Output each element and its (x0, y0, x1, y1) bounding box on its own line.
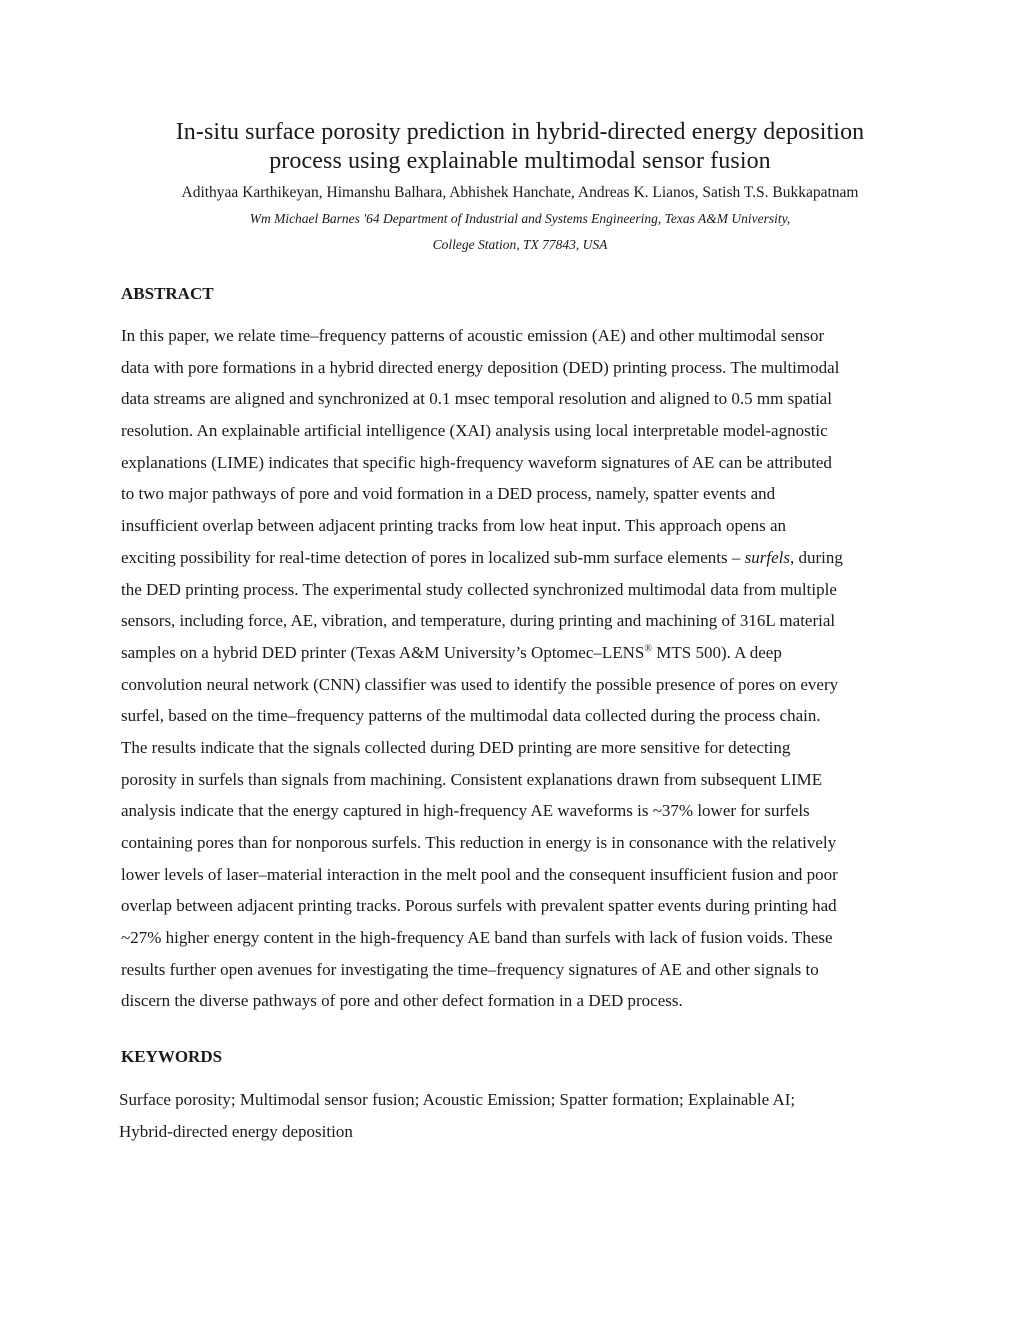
abstract-line-15: porosity in surfels than signals from machining. Consistent explanations drawn from subsequent LIME (121, 769, 823, 789)
affiliation-line-1: Wm Michael Barnes '64 Department of Industrial and Systems Engineering, Texas A&M University, (249, 211, 791, 226)
abstract-line-12: convolution neural network (CNN) classifier was used to identify the possible presence of pores on every (121, 674, 839, 694)
abstract-line-8 (121, 542, 911, 574)
affiliation-line-2: College Station, TX 77843, USA (432, 237, 608, 252)
keywords-line-2: Hybrid-directed energy deposition (119, 1122, 353, 1141)
abstract-line-4: resolution. An explainable artificial intelligence (XAI) analysis using local interpretable model-agnostic (121, 421, 828, 441)
abstract-line-14: The results indicate that the signals collected during DED printing are more sensitive for detecting (121, 737, 791, 757)
keywords-heading: KEYWORDS (121, 1047, 223, 1066)
abstract-line-22: discern the diverse pathways of pore and other defect formation in a DED process. (121, 991, 683, 1011)
abstract-line-21: results further open avenues for investigating the time–frequency signatures of AE and other signals to (121, 959, 819, 979)
keywords-line-1: Surface porosity; Multimodal sensor fusion; Acoustic Emission; Spatter formation; Explainable AI; (119, 1090, 796, 1109)
keywords-body (119, 1084, 919, 1148)
abstract-line-8-tail: , during (789, 547, 843, 567)
abstract-line-11 (121, 637, 911, 669)
paper-title (100, 118, 940, 176)
abstract-line-9: the DED printing process. The experimental study collected synchronized multimodal data from multiple (121, 579, 837, 599)
abstract-line-8-text: exciting possibility for real-time detection of pores in localized sub-mm surface elements – (121, 547, 745, 567)
abstract-line-7: insufficient overlap between adjacent printing tracks from low heat input. This approach opens an (121, 516, 787, 536)
abstract-line-20: ~27% higher energy content in the high-frequency AE band than surfels with lack of fusion voids. These (121, 928, 833, 948)
abstract-line-18: lower levels of laser–material interaction in the melt pool and the consequent insufficient fusion and poor (121, 864, 838, 884)
author-list: Adithyaa Karthikeyan, Himanshu Balhara, Abhishek Hanchate, Andreas K. Lianos, Satish T.S. Bukkapatnam (181, 184, 859, 201)
abstract-line-2: data with pore formations in a hybrid directed energy deposition (DED) printing process. The multimodal (121, 357, 840, 377)
abstract-line-11-text: samples on a hybrid DED printer (Texas A&M University’s Optomec–LENS (121, 642, 645, 662)
abstract-line-10: sensors, including force, AE, vibration, and temperature, during printing and machining of 316L material (121, 611, 836, 631)
title-line-2: process using explainable multimodal sensor fusion (269, 148, 771, 174)
abstract-heading: ABSTRACT (121, 284, 214, 303)
abstract-line-17: containing pores than for nonporous surfels. This reduction in energy is in consonance with the relatively (121, 833, 837, 852)
abstract-line-5: explanations (LIME) indicates that specific high-frequency waveform signatures of AE can be attributed (121, 452, 832, 472)
registered-mark: ® (644, 643, 652, 655)
abstract-body (121, 320, 911, 1020)
abstract-line-1: In this paper, we relate time–frequency patterns of acoustic emission (AE) and other multimodal sensor (121, 326, 825, 345)
abstract-line-19: overlap between adjacent printing tracks. Porous surfels with prevalent spatter events during printing had (121, 896, 837, 916)
abstract-line-13: surfel, based on the time–frequency patterns of the multimodal data collected during the process chain. (121, 706, 821, 726)
title-line-1: In-situ surface porosity prediction in hybrid-directed energy deposition (175, 119, 865, 145)
surfels-term: surfels (744, 547, 790, 567)
abstract-line-6: to two major pathways of pore and void formation in a DED process, namely, spatter events and (121, 484, 776, 504)
abstract-line-16: analysis indicate that the energy captured in high-frequency AE waveforms is ~37% lower for surfels (121, 801, 810, 821)
abstract-line-11-tail: MTS 500). A deep (651, 642, 782, 662)
abstract-line-3: data streams are aligned and synchronized at 0.1 msec temporal resolution and aligned to 0.5 mm spatial (121, 389, 832, 409)
